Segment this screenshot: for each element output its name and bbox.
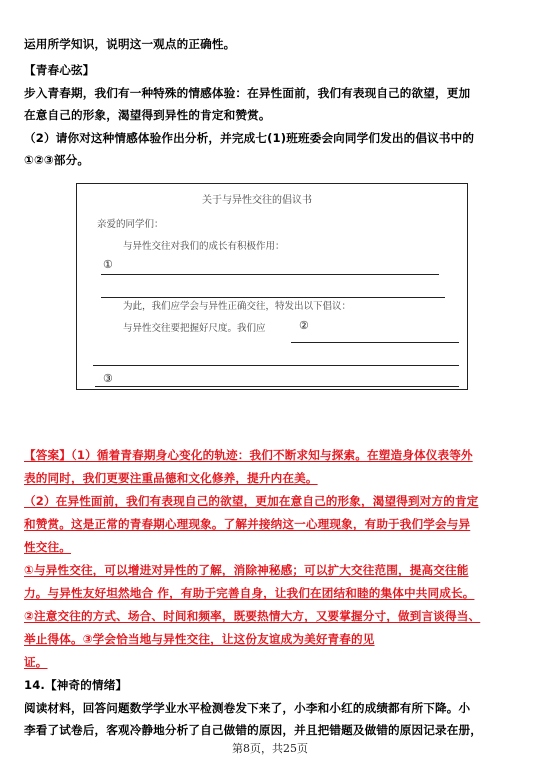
answer-line: 和赞赏。这是正常的青春期心理现象。了解并接纳这一心理现象，有助于我们学会与异: [24, 517, 471, 531]
answer-line: （2）在异性面前，我们有表现自己的欲望，更加在意自己的形象，渴望得到对方的肯定: [24, 494, 479, 508]
answer-line: 表的同时，我们更要注重品德和文化修养，提升内在美。: [24, 471, 318, 485]
proposal-letter-box: [76, 183, 468, 390]
letter-rule: 与异性交往要把握好尺度。我们应: [123, 323, 266, 334]
blank-marker-3: ③: [103, 372, 113, 385]
letter-therefore: 为此，我们应学会与异性正确交往，特发出以下倡议：: [123, 301, 352, 312]
answer-blank-line: [93, 365, 459, 366]
text-line: 运用所学知识，说明这一观点的正确性。: [24, 37, 236, 51]
answer-blank-line: [291, 342, 459, 343]
letter-greeting: 亲爱的同学们：: [97, 219, 164, 230]
answer-line: 举止得体。③学会恰当地与异性交往，让这份友谊成为美好青春的见: [24, 632, 375, 646]
text-line: 李看了试卷后，客观冷静地分析了自己做错的原因，并且把错题及做错的原因记录在册，: [24, 723, 483, 737]
blank-marker-2: ②: [299, 319, 309, 332]
answer-line: 力。与异性友好坦然地合 作，有助于完善自身，让我们在团结和睦的集体中共同成长。: [24, 586, 475, 600]
answer-blank-line: [95, 386, 459, 387]
blank-marker-1: ①: [103, 258, 113, 271]
text-line: 步入青春期，我们有一种特殊的情感体验：在异性面前，我们有表现自己的欲望，更加: [24, 86, 471, 100]
question-line: ①②③部分。: [24, 153, 90, 167]
letter-intro: 与异性交往对我们的成长有积极作用：: [123, 241, 285, 252]
text-line: 阅读材料，回答问题数学学业水平检测卷发下来了，小李和小红的成绩都有所下降。小: [24, 701, 471, 715]
answer-line: 证。: [24, 655, 48, 669]
letter-title: 关于与异性交往的倡议书: [202, 195, 312, 206]
section-heading: 【青春心弦】: [24, 63, 95, 77]
answer-line: 【答案】（1）循着青春期身心变化的轨迹：我们不断求知与探索。在塑造身体仪表等外: [24, 448, 473, 462]
answer-line: 性交往。: [24, 540, 71, 554]
answer-line: ②注意交往的方式、场合、时间和频率，既要热情大方，又要掌握分寸，做到言谈得当、: [24, 609, 481, 623]
text-line: 在意自己的形象，渴望得到异性的肯定和赞赏。: [24, 108, 271, 122]
answer-line: ①与异性交往，可以增进对异性的了解，消除神秘感；可以扩大交往范围，提高交往能: [24, 563, 469, 577]
page-footer: 第8页，共25页: [232, 742, 308, 755]
section-heading: 14.【神奇的情绪】: [24, 678, 128, 692]
answer-blank-line: [101, 274, 439, 275]
question-line: （2）请你对这种情感体验作出分析，并完成七(1)班班委会向同学们发出的倡议书中的: [24, 131, 475, 145]
